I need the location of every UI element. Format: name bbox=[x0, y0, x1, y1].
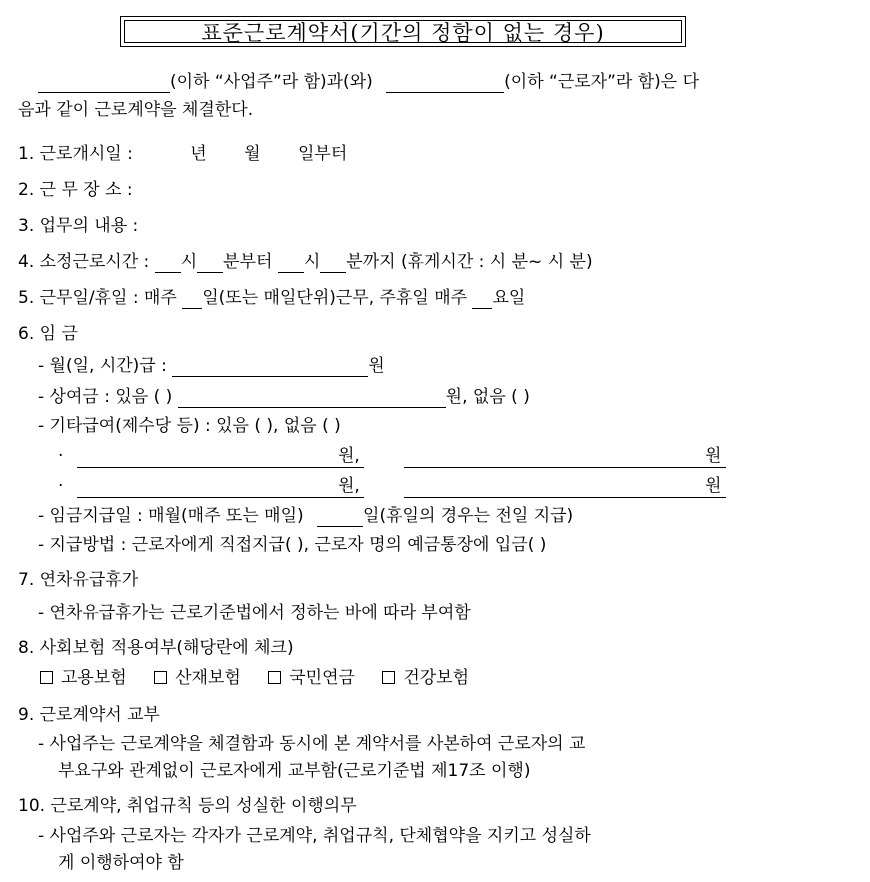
payday-blank[interactable] bbox=[317, 508, 363, 527]
bonus-none-label: 없음 ( ) bbox=[472, 387, 530, 407]
title-frame bbox=[120, 16, 686, 47]
intro-employee-text: (이하 “근로자”라 함)은 다 bbox=[504, 72, 700, 92]
item-9-desc-1: - 사업주는 근로계약을 체결함과 동시에 본 계약서를 사본하여 근로자의 교 bbox=[38, 734, 586, 754]
item-9-contract-delivery: 9. 근로계약서 교부 bbox=[18, 705, 160, 725]
won-label: 원, bbox=[338, 476, 360, 496]
item-10-desc-1: - 사업주와 근로자는 각자가 근로계약, 취업규칙, 단체협약을 지키고 성실하 bbox=[38, 826, 591, 846]
intro-line-1 bbox=[38, 71, 699, 93]
other-pay-blank-1b[interactable] bbox=[404, 467, 726, 468]
item-5-mid-text: 일(또는 매일단위)근무, 주휴일 매주 bbox=[202, 288, 468, 308]
item-2-workplace: 2. 근 무 장 소 : bbox=[18, 180, 133, 200]
item-1-start-date bbox=[18, 143, 347, 165]
minute-to-label: 분까지 bbox=[346, 252, 396, 272]
hour-label: 시 bbox=[180, 252, 198, 272]
checkbox-icon[interactable] bbox=[268, 671, 281, 684]
bonus-row bbox=[38, 386, 530, 408]
item-9-desc-2: 부요구와 관계없이 근로자에게 교부함(근로기준법 제17조 이행) bbox=[58, 761, 531, 781]
checkbox-icon[interactable] bbox=[382, 671, 395, 684]
workdays-blank[interactable] bbox=[182, 290, 202, 309]
item-1-label: 1. 근로개시일 : bbox=[18, 144, 133, 164]
intro-employer-text: (이하 “사업주”라 함)과(와) bbox=[170, 72, 373, 92]
month-label: 월 bbox=[244, 144, 261, 164]
end-minute-blank[interactable] bbox=[320, 254, 346, 273]
weekly-holiday-blank[interactable] bbox=[472, 290, 492, 309]
bonus-label: - 상여금 : 있음 ( ) bbox=[38, 387, 173, 407]
item-5-workdays bbox=[18, 287, 525, 309]
other-pay-blank-2b[interactable] bbox=[404, 497, 726, 498]
won-label: 원, bbox=[445, 387, 468, 407]
item-6-wage-label: 6. 임 금 bbox=[18, 324, 78, 344]
payday-rest-text: 일(휴일의 경우는 전일 지급) bbox=[363, 506, 574, 526]
won-label: 원 bbox=[705, 476, 722, 496]
item-8-social-insurance: 8. 사회보험 적용여부(해당란에 체크) bbox=[18, 638, 294, 658]
item-7-desc: - 연차유급휴가는 근로기준법에서 정하는 바에 따라 부여함 bbox=[38, 603, 471, 623]
hour-label: 시 bbox=[303, 252, 321, 272]
won-label: 원 bbox=[705, 446, 722, 466]
item-7-annual-leave: 7. 연차유급휴가 bbox=[18, 570, 139, 590]
won-label: 원, bbox=[338, 446, 360, 466]
won-label: 원 bbox=[368, 356, 385, 376]
item-4-label: 4. 소정근로시간 : bbox=[18, 252, 150, 272]
option-label: 국민연금 bbox=[289, 668, 355, 688]
checkbox-icon[interactable] bbox=[154, 671, 167, 684]
bonus-amount-blank[interactable] bbox=[178, 389, 446, 408]
employee-name-blank[interactable] bbox=[386, 74, 504, 93]
item-10-desc-2: 게 이행하여야 함 bbox=[58, 853, 184, 873]
start-minute-blank[interactable] bbox=[197, 254, 223, 273]
option-employment-insurance[interactable] bbox=[40, 667, 127, 689]
title-inner-frame bbox=[124, 20, 682, 43]
year-label: 년 bbox=[190, 144, 207, 164]
option-label: 건강보험 bbox=[403, 668, 470, 688]
item-10-obligations: 10. 근로계약, 취업규칙 등의 성실한 이행의무 bbox=[18, 796, 357, 816]
document-title: 표준근로계약서(기간의 정함이 없는 경우) bbox=[201, 20, 605, 45]
item-4-work-hours bbox=[18, 251, 593, 273]
other-pay-bullet: · bbox=[58, 446, 64, 466]
other-pay-bullet: · bbox=[58, 476, 64, 496]
employer-name-blank[interactable] bbox=[38, 74, 170, 93]
other-pay-row: - 기타급여(제수당 등) : 있음 ( ), 없음 ( ) bbox=[38, 416, 341, 436]
wage-row bbox=[38, 355, 385, 377]
item-5-label: 5. 근무일/휴일 : 매주 bbox=[18, 288, 177, 308]
option-label: 고용보험 bbox=[61, 668, 127, 688]
other-pay-blank-1a[interactable] bbox=[77, 467, 364, 468]
option-industrial-accident-insurance[interactable] bbox=[154, 667, 241, 689]
start-hour-blank[interactable] bbox=[155, 254, 181, 273]
end-hour-blank[interactable] bbox=[278, 254, 304, 273]
item-3-job-description: 3. 업무의 내용 : bbox=[18, 216, 139, 236]
checkbox-icon[interactable] bbox=[40, 671, 53, 684]
insurance-options bbox=[40, 667, 491, 689]
option-national-pension[interactable] bbox=[268, 667, 355, 689]
payday-label: - 임금지급일 : 매월(매주 또는 매일) bbox=[38, 506, 304, 526]
wage-amount-blank[interactable] bbox=[172, 358, 368, 377]
option-health-insurance[interactable] bbox=[382, 667, 469, 689]
intro-line-2: 음과 같이 근로계약을 체결한다. bbox=[18, 100, 254, 120]
break-time-text: (휴게시간 : 시 분~ 시 분) bbox=[400, 252, 593, 272]
day-label: 일부터 bbox=[297, 144, 348, 164]
minute-from-label: 분부터 bbox=[223, 252, 273, 272]
wage-label: - 월(일, 시간)급 : bbox=[38, 356, 167, 376]
weekday-label: 요일 bbox=[492, 288, 526, 308]
option-label: 산재보험 bbox=[175, 668, 241, 688]
other-pay-blank-2a[interactable] bbox=[77, 497, 364, 498]
payment-method-row: - 지급방법 : 근로자에게 직접지급( ), 근로자 명의 예금통장에 입금( ) bbox=[38, 535, 547, 555]
payday-row bbox=[38, 505, 573, 527]
